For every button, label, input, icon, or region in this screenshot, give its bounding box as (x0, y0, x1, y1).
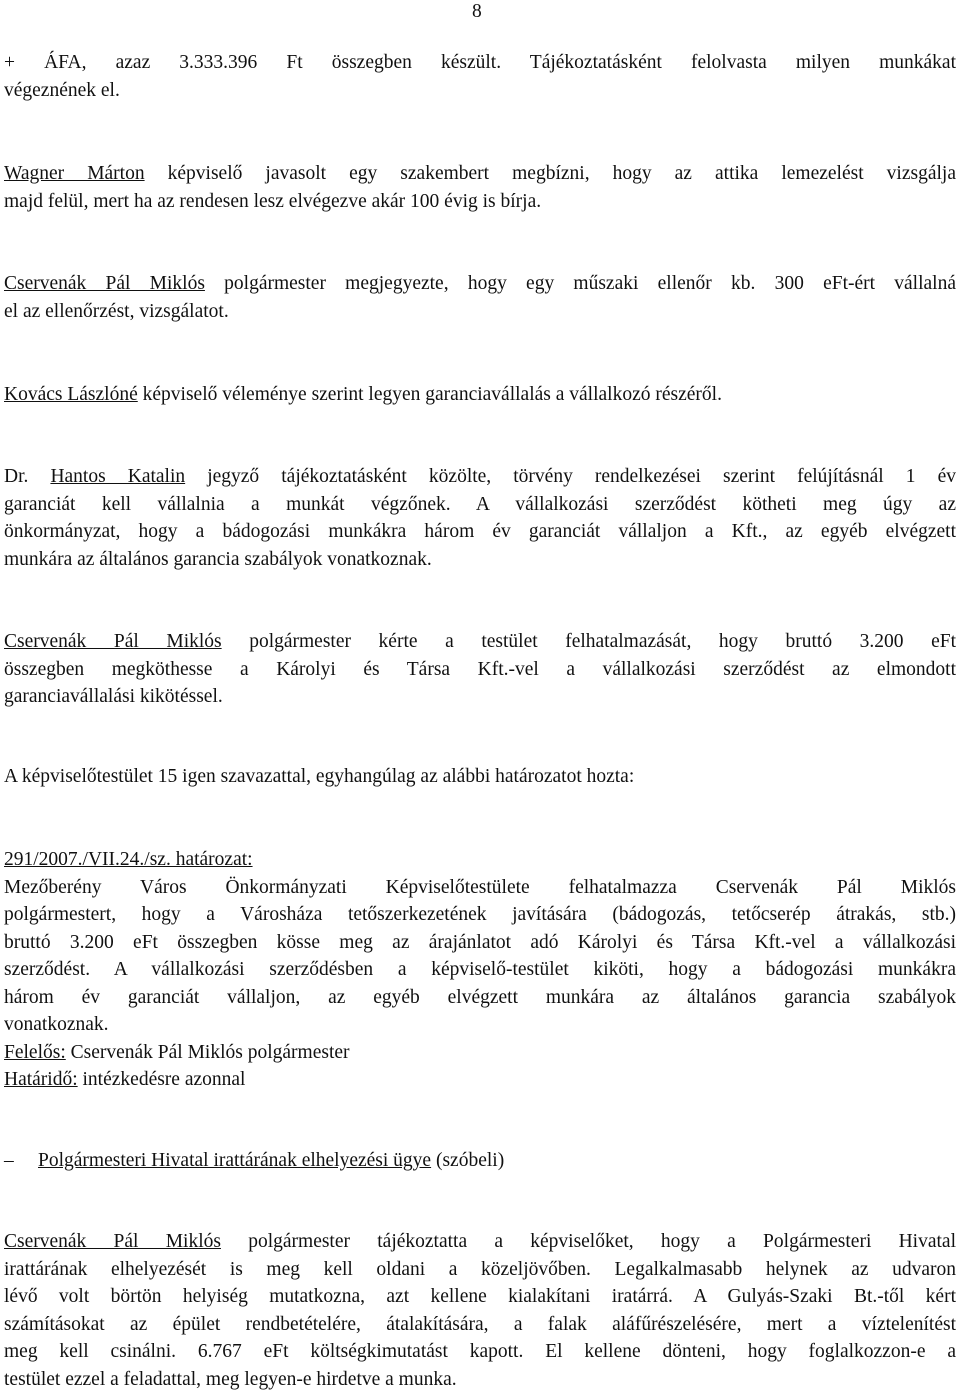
speaker-name: Wagner Márton (4, 163, 145, 184)
text-line: önkormányzat, hogy a bádogozási munkákra három év garanciát vállaljon a Kft., az egyéb elvégzett (4, 521, 956, 542)
agenda-item-title (38, 1147, 504, 1175)
text-span: polgármester kérte a testület felhatalmazását, hogy bruttó 3.200 eFt (221, 631, 956, 652)
bullet-dash: – (4, 1150, 14, 1171)
title-prefix: Dr. (4, 466, 51, 487)
paragraph-notary (4, 463, 956, 573)
speaker-name: Hantos Katalin (50, 466, 186, 487)
resolution-block (4, 846, 956, 1094)
paragraph-vote (4, 763, 956, 791)
text-line: szerződést. A vállalkozási szerződésben a képviselő-testület kiköti, hogy a bádogozási munkákra (4, 959, 956, 980)
deadline-label: Határidő: (4, 1069, 78, 1090)
text-line: lévő volt börtön helyiség mutatkozna, azt kellene kialakítani iratárrá. A Gulyás-Szaki Bt.-től kért (4, 1286, 956, 1307)
paragraph-wagner (4, 160, 956, 215)
text-line: garanciát kell vállalnia a munkát végzőnek. A vállalkozási szerződést kötheti meg úgy az (4, 493, 956, 515)
text-line: számításokat az épület rendbetételére, átalakítására, a falak aláfűrészelésére, mert a víztelenítést (4, 1313, 956, 1335)
text-line: irattárának elhelyezését is meg kell oldani a közeljövőben. Legalkalmasabb helynek az udvaron (4, 1258, 956, 1280)
responsible-value: Cservenák Pál Miklós polgármester (65, 1041, 350, 1063)
text-line: garanciavállalási kikötéssel. (4, 686, 223, 707)
text-line (4, 270, 956, 298)
text-line: vonatkoznak. (4, 1014, 109, 1035)
deadline-line (4, 1066, 956, 1094)
agenda-suffix: (szóbeli) (431, 1150, 505, 1171)
text-line: Mezőberény Város Önkormányzati Képviselőtestülete felhatalmazza Cservenák Pál Miklós (4, 876, 956, 898)
speaker-name: Cservenák Pál Miklós (4, 631, 222, 652)
paragraph-mayor-inspector (4, 270, 956, 325)
text-line (4, 381, 956, 409)
text-span: képviselő javasolt egy szakembert megbízni, hogy az attika lemezelést vizsgálja (144, 163, 956, 184)
page-number: 8 (472, 1, 482, 22)
text-span: jegyző tájékoztatásként közölte, törvény rendelkezései szerint felújításnál 1 év (185, 466, 956, 487)
text-span: polgármester megjegyezte, hogy egy műszaki ellenőr kb. 300 eFt-ért vállalná (204, 273, 956, 294)
text-line (4, 1228, 956, 1256)
text-line: bruttó 3.200 eFt összegben kösse meg az árajánlatot adó Károlyi és Társa Kft.-vel a vállalkozási (4, 931, 956, 953)
responsible-label: Felelős: (4, 1041, 66, 1063)
text-line: munkára az általános garancia szabályok vonatkoznak. (4, 548, 432, 570)
deadline-value: intézkedésre azonnal (77, 1069, 246, 1090)
text-line: meg kell csinálni. 6.767 eFt költségkimutatást kapott. El kellene dönteni, hogy foglalkozzon-e a (4, 1341, 956, 1362)
speaker-name: Kovács Lászlóné (4, 384, 138, 405)
text-line: + ÁFA, azaz 3.333.396 Ft összegben készült. Tájékoztatásként felolvasta milyen munkákat (4, 52, 956, 73)
text-line: el az ellenőrzést, vizsgálatot. (4, 300, 229, 322)
text-line: végeznének el. (4, 79, 120, 101)
text-line (4, 463, 956, 491)
responsible-line (4, 1039, 956, 1067)
text-span: képviselő véleménye szerint legyen garanciavállalás a vállalkozó részéről. (137, 384, 722, 405)
paragraph-mayor-request (4, 628, 956, 711)
text-line: majd felül, mert ha az rendesen lesz elvégezve akár 100 évig is bírja. (4, 190, 542, 212)
text-line: három év garanciát vállaljon, az egyéb elvégzett munkára az általános garancia szabályok (4, 986, 956, 1008)
speaker-name: Cservenák Pál Miklós (4, 273, 205, 294)
text-span: polgármester tájékoztatta a képviselőket, hogy a Polgármesteri Hivatal (220, 1231, 956, 1252)
text-line (4, 160, 956, 188)
text-line: A képviselőtestület 15 igen szavazattal, egyhangúlag az alábbi határozatot hozta: (4, 766, 635, 787)
speaker-name: Cservenák Pál Miklós (4, 1231, 221, 1252)
text-line: összegben megköthesse a Károlyi és Társa Kft.-vel a vállalkozási szerződést az elmondott (4, 658, 956, 680)
agenda-title: Polgármesteri Hivatal irattárának elhelyezési ügye (38, 1150, 432, 1171)
text-line (4, 628, 956, 656)
resolution-number: 291/2007./VII.24./sz. határozat: (4, 849, 253, 870)
paragraph-archive (4, 1228, 956, 1393)
text-line: polgármestert, hogy a Városháza tetőszerkezetének javítására (bádogozás, tetőcserép átrakás, stb.) (4, 904, 956, 925)
paragraph-kovacs (4, 381, 956, 409)
text-line: testület ezzel a feladattal, meg legyen-e hirdetve a munka. (4, 1368, 457, 1390)
paragraph-vat-amount (4, 49, 956, 104)
